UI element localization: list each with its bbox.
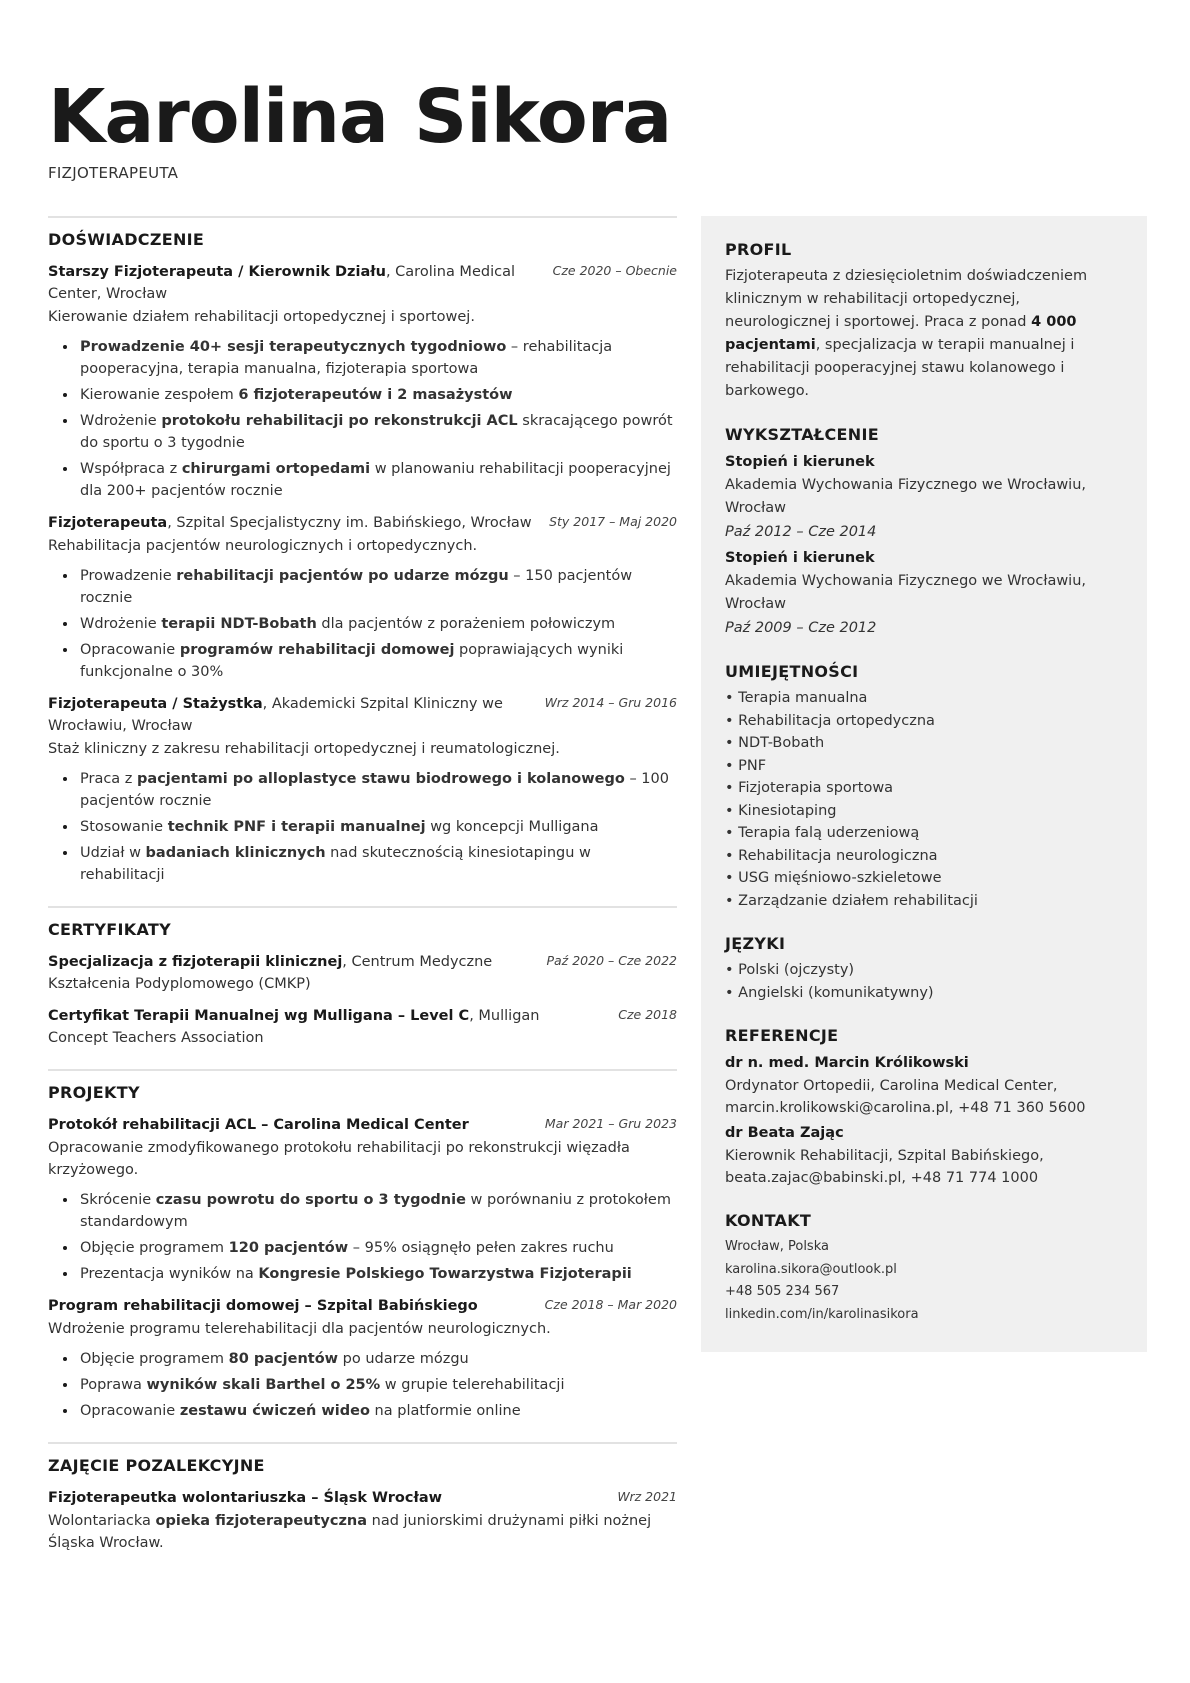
skills-list xyxy=(725,687,1123,912)
bullet-item: • Opracowanie programów rehabilitacji domowej poprawiających wyniki funkcjonalne o 30% xyxy=(78,639,677,683)
entry-date: Wrz 2014 – Gru 2016 xyxy=(544,695,677,710)
experience-entry xyxy=(48,261,677,502)
reference-details: Kierownik Rehabilitacji, Szpital Babińskiego, beata.zajac@babinski.pl, +48 71 774 1000 xyxy=(725,1148,1044,1186)
skill-item: • PNF xyxy=(725,755,1123,778)
section-heading: REFERENCJE xyxy=(725,1026,839,1045)
main-column xyxy=(48,216,677,1574)
bullet-item: • Praca z pacjentami po alloplastyce stawu biodrowego i kolanowego – 100 pacjentów rocznie xyxy=(78,768,677,812)
skill-item: • NDT-Bobath xyxy=(725,732,1123,755)
entry-description: Wolontariacka opieka fizjoterapeutyczna nad juniorskimi drużynami piłki nożnej Śląska Wrocław. xyxy=(48,1513,652,1551)
skill-item: • Terapia manualna xyxy=(725,687,1123,710)
language-item: • Angielski (komunikatywny) xyxy=(725,982,1123,1005)
bullet-item: • Współpraca z chirurgami ortopedami w planowaniu rehabilitacji pooperacyjnej dla 200+ pacjentów rocznie xyxy=(78,458,677,502)
sidebar xyxy=(701,216,1147,1352)
languages-section xyxy=(725,934,1123,1004)
skill-item: • Kinesiotaping xyxy=(725,800,1123,823)
references-section xyxy=(725,1026,1123,1189)
section-heading: PROJEKTY xyxy=(48,1083,140,1102)
bullet-item: • Objęcie programem 80 pacjentów po udarze mózgu xyxy=(78,1348,677,1370)
bullet-item: • Wdrożenie protokołu rehabilitacji po rekonstrukcji ACL skracającego powrót do sportu o 3 tygodnie xyxy=(78,410,677,454)
skill-item: • Rehabilitacja neurologiczna xyxy=(725,845,1123,868)
entry-description: Wdrożenie programu telerehabilitacji dla pacjentów neurologicznych. xyxy=(48,1321,551,1337)
education-school: Akademia Wychowania Fizycznego we Wrocławiu, Wrocław xyxy=(725,477,1087,516)
certificate-entry xyxy=(48,1005,677,1049)
entry-date: Cze 2018 xyxy=(618,1007,677,1022)
languages-list xyxy=(725,959,1123,1004)
entry-date: Cze 2018 – Mar 2020 xyxy=(544,1297,677,1312)
skill-item: • Terapia falą uderzeniową xyxy=(725,822,1123,845)
bullet-item: • Wdrożenie terapii NDT-Bobath dla pacjentów z porażeniem połowiczym xyxy=(78,613,677,635)
bullet-list xyxy=(48,1348,677,1422)
certificate-entry xyxy=(48,951,677,995)
contact-phone[interactable]: +48 505 234 567 xyxy=(725,1284,840,1299)
bullet-item: • Udział w badaniach klinicznych nad skutecznością kinesiotapingu w rehabilitacji xyxy=(78,842,677,886)
entry-date: Paź 2020 – Cze 2022 xyxy=(546,953,677,968)
project-entry xyxy=(48,1114,677,1285)
entry-description: Opracowanie zmodyfikowanego protokołu rehabilitacji po rekonstrukcji więzadła krzyżowego. xyxy=(48,1140,630,1178)
entry-description: Staż kliniczny z zakresu rehabilitacji ortopedycznej i reumatologicznej. xyxy=(48,741,560,757)
contact-location: Wrocław, Polska xyxy=(725,1239,829,1254)
section-heading: ZAJĘCIE POZALEKCYJNE xyxy=(48,1456,265,1475)
project-entry xyxy=(48,1295,677,1422)
bullet-item: • Prezentacja wyników na Kongresie Polskiego Towarzystwa Fizjoterapii xyxy=(78,1263,677,1285)
entry-date: Mar 2021 – Gru 2023 xyxy=(544,1116,677,1131)
skill-item: • Zarządzanie działem rehabilitacji xyxy=(725,890,1123,913)
section-heading: DOŚWIADCZENIE xyxy=(48,230,205,249)
section-heading: WYKSZTAŁCENIE xyxy=(725,425,879,444)
projects-section xyxy=(48,1071,677,1442)
reference-name: dr Beata Zając xyxy=(725,1125,844,1141)
skill-item: • Rehabilitacja ortopedyczna xyxy=(725,710,1123,733)
section-heading: KONTAKT xyxy=(725,1211,812,1230)
entry-title: Protokół rehabilitacji ACL – Carolina Medical Center xyxy=(48,1117,469,1133)
extracurricular-section xyxy=(48,1444,677,1574)
entry-title: Program rehabilitacji domowej – Szpital Babińskiego xyxy=(48,1298,478,1314)
section-heading: CERTYFIKATY xyxy=(48,920,171,939)
bullet-item: • Poprawa wyników skali Barthel o 25% w grupie telerehabilitacji xyxy=(78,1374,677,1396)
entry-description: Kierowanie działem rehabilitacji ortopedycznej i sportowej. xyxy=(48,309,475,325)
entry-description: Rehabilitacja pacjentów neurologicznych i ortopedycznych. xyxy=(48,538,478,554)
bullet-item: • Objęcie programem 120 pacjentów – 95% osiągnęło pełen zakres ruchu xyxy=(78,1237,677,1259)
entry-title: Fizjoterapeuta, Szpital Specjalistyczny im. Babińskiego, Wrocław xyxy=(48,515,532,531)
education-section xyxy=(725,425,1123,640)
bullet-item: • Stosowanie technik PNF i terapii manualnej wg koncepcji Mulligana xyxy=(78,816,677,838)
bullet-list xyxy=(48,336,677,502)
entry-date: Cze 2020 – Obecnie xyxy=(552,263,677,278)
bullet-item: • Kierowanie zespołem 6 fizjoterapeutów i 2 masażystów xyxy=(78,384,677,406)
entry-title: Certyfikat Terapii Manualnej wg Mulligana – Level C, Mulligan Concept Teachers Association xyxy=(48,1008,540,1046)
resume-header xyxy=(48,72,688,182)
entry-date: Sty 2017 – Maj 2020 xyxy=(549,514,677,529)
candidate-name: Karolina Sikora xyxy=(48,74,672,160)
education-entry xyxy=(725,450,1123,544)
bullet-list xyxy=(48,1189,677,1285)
certificates-section xyxy=(48,908,677,1069)
contact-section xyxy=(725,1211,1123,1326)
language-item: • Polski (ojczysty) xyxy=(725,959,1123,982)
skills-section xyxy=(725,662,1123,912)
skill-item: • Fizjoterapia sportowa xyxy=(725,777,1123,800)
education-date: Paź 2009 – Cze 2012 xyxy=(725,620,877,636)
profile-section xyxy=(725,240,1123,403)
extracurricular-entry xyxy=(48,1487,677,1554)
section-heading: PROFIL xyxy=(725,240,792,259)
profile-text: Fizjoterapeuta z dziesięcioletnim doświadczeniem klinicznym w rehabilitacji ortopedycznej, neurologicznej i sportowej. Praca z ponad 4 000 pacjentami, specjalizacja w terapii manualnej i rehabilitacji pooperacyjnej stawu kolanowego i barkowego. xyxy=(725,268,1088,399)
bullet-item: • Prowadzenie 40+ sesji terapeutycznych tygodniowo – rehabilitacja pooperacyjna, terapia manualna, fizjoterapia sportowa xyxy=(78,336,677,380)
entry-title: Fizjoterapeutka wolontariuszka – Śląsk Wrocław xyxy=(48,1490,443,1506)
education-school: Akademia Wychowania Fizycznego we Wrocławiu, Wrocław xyxy=(725,573,1087,612)
bullet-list xyxy=(48,565,677,683)
education-degree: Stopień i kierunek xyxy=(725,454,875,470)
section-heading: UMIEJĘTNOŚCI xyxy=(725,662,859,681)
job-title: FIZJOTERAPEUTA xyxy=(48,164,179,182)
contact-email[interactable]: karolina.sikora@outlook.pl xyxy=(725,1261,897,1277)
bullet-item: • Skrócenie czasu powrotu do sportu o 3 tygodnie w porównaniu z protokołem standardowym xyxy=(78,1189,677,1233)
bullet-item: • Opracowanie zestawu ćwiczeń wideo na platformie online xyxy=(78,1400,677,1422)
entry-date: Wrz 2021 xyxy=(617,1489,677,1504)
section-heading: JĘZYKI xyxy=(725,934,786,953)
bullet-item: • Prowadzenie rehabilitacji pacjentów po udarze mózgu – 150 pacjentów rocznie xyxy=(78,565,677,609)
entry-title: Fizjoterapeuta / Stażystka, Akademicki Szpital Kliniczny we Wrocławiu, Wrocław xyxy=(48,696,503,734)
experience-section xyxy=(48,218,677,906)
education-date: Paź 2012 – Cze 2014 xyxy=(725,524,877,540)
reference-details: Ordynator Ortopedii, Carolina Medical Center, marcin.krolikowski@carolina.pl, +48 71 360 5600 xyxy=(725,1078,1086,1116)
skill-item: • USG mięśniowo-szkieletowe xyxy=(725,867,1123,890)
experience-entry xyxy=(48,512,677,683)
entry-title: Starszy Fizjoterapeuta / Kierownik Działu, Carolina Medical Center, Wrocław xyxy=(48,264,515,302)
contact-linkedin[interactable]: linkedin.com/in/karolinasikora xyxy=(725,1306,919,1322)
entry-title: Specjalizacja z fizjoterapii klinicznej, Centrum Medyczne Kształcenia Podyplomowego (CMKP) xyxy=(48,954,493,992)
bullet-list xyxy=(48,768,677,886)
education-degree: Stopień i kierunek xyxy=(725,550,875,566)
education-entry xyxy=(725,546,1123,640)
reference-name: dr n. med. Marcin Królikowski xyxy=(725,1055,969,1071)
experience-entry xyxy=(48,693,677,886)
